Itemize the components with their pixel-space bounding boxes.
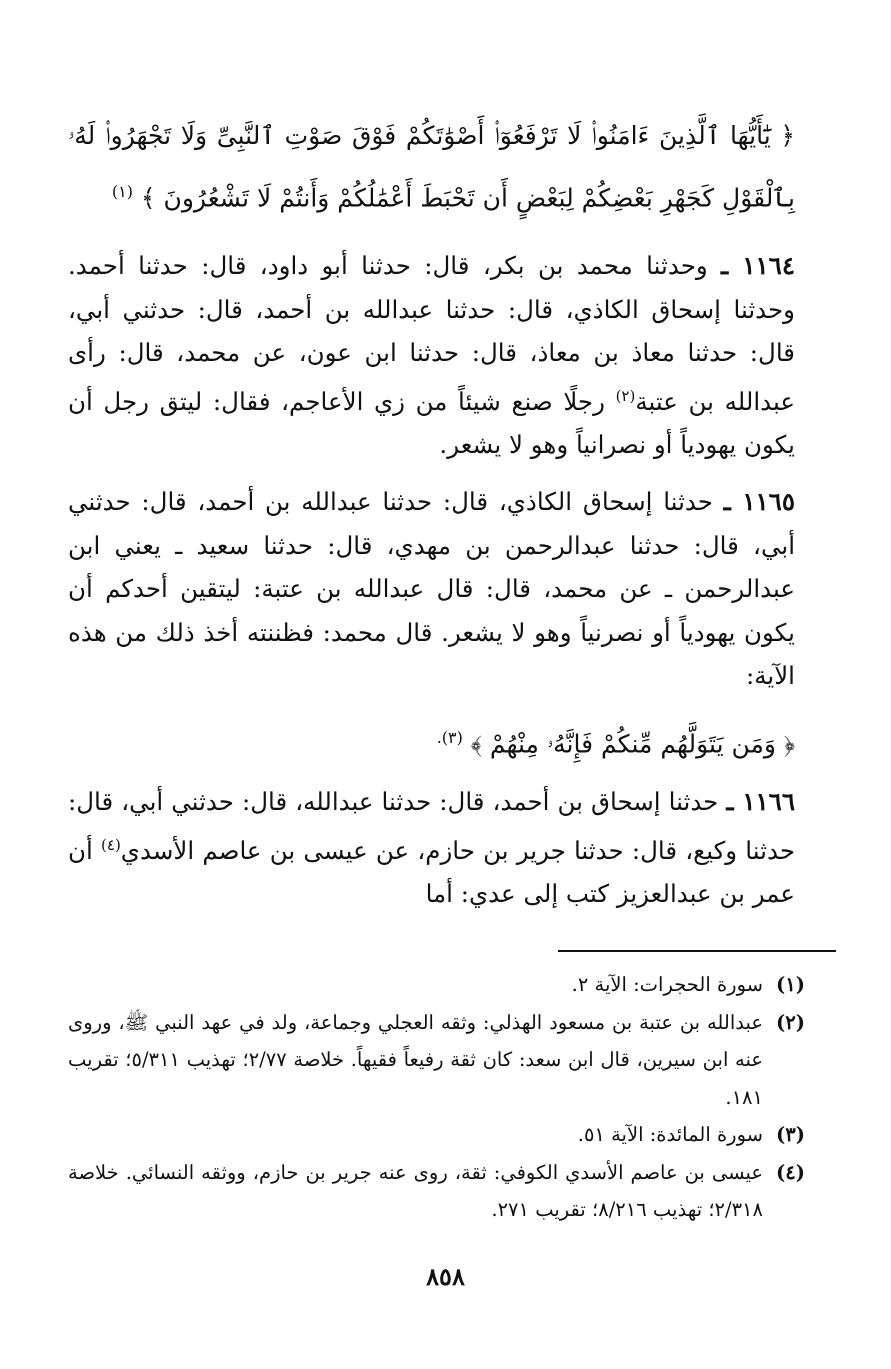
hadith-text-continued: أن عمر بن عبدالعزيز كتب إلى عدي: أما	[68, 835, 795, 909]
footnote-1	[68, 966, 805, 1004]
hadith-number: ١١٦٦ ـ	[726, 787, 795, 816]
quran-verse-text: ﴿ وَمَن يَتَوَلَّهُم مِّنكُمْ فَإِنَّهُۥ مِنْهُمْ ﴾	[470, 729, 795, 759]
hadith-text: حدثنا إسحاق بن أحمد، قال: حدثنا عبدالله، قال: حدثني أبي، قال: حدثنا وكيع، قال: حدثنا جرير بن حازم، عن عيسى بن عاصم الأسدي	[68, 787, 795, 865]
footnote-mark: (٢)	[776, 1010, 805, 1034]
hadith-text-continued: رجلًا صنع شيئاً من زي الأعاجم، فقال: ليتق رجل أن يكون يهودياً أو نصرانياً وهو لا يشعر.	[68, 386, 795, 460]
hadith-number: ١١٦٤ ـ	[721, 251, 795, 280]
book-page	[68, 0, 805, 1369]
quran-verse-hujurat	[68, 108, 795, 226]
hadith-number: ١١٦٥ ـ	[723, 487, 795, 516]
hadith-1164	[68, 244, 795, 467]
footnote-text: عبدالله بن عتبة بن مسعود الهذلي: وثقه العجلي وجماعة، ولد في عهد النبي ﷺ، وروى عنه ابن سيرين، قال ابن سعد: كان ثقة رفيعاً فقيهاً. خلاصة ٢/٧٧؛ تهذيب ٥/٣١١؛ تقريب ١٨١.	[68, 1010, 763, 1109]
footnote-text: سورة المائدة: الآية ٥١.	[577, 1123, 763, 1146]
footnote-mark: (٣)	[776, 1123, 805, 1146]
hadith-1165	[68, 480, 795, 698]
footnote-ref-1[interactable]: (١)	[111, 182, 133, 201]
hadith-text: وحدثنا محمد بن بكر، قال: حدثنا أبو داود، قال: حدثنا أحمد. وحدثنا إسحاق الكاذي، قال: حدثنا عبدالله بن أحمد، قال: حدثني أبي، قال: حدثنا معاذ بن معاذ، قال: حدثنا ابن عون، عن محمد، قال: رأى عبدالله بن عتبة	[68, 251, 796, 416]
footnote-2	[68, 1004, 805, 1117]
hadith-1166	[68, 780, 795, 916]
footnote-ref-4[interactable]: (٤)	[101, 835, 121, 854]
quran-verse-maidah	[68, 716, 795, 766]
page-number: ٨٥٨	[426, 1262, 465, 1291]
footnote-text: سورة الحجرات: الآية ٢.	[571, 973, 763, 996]
footnote-mark: (٤)	[776, 1160, 805, 1184]
hadith-text: حدثنا إسحاق الكاذي، قال: حدثنا عبدالله بن أحمد، قال: حدثني أبي، قال: حدثنا عبدالرحمن بن مهدي، قال: حدثنا سعيد ـ يعني ابن عبدالرحمن ـ عن محمد، قال: قال عبدالله بن عتبة: ليتقين أحدكم أن يكون يهودياً أو نصرنياً وهو لا يشعر. قال محمد: فظننته أخذ ذلك من هذه الآية:	[68, 487, 795, 690]
footnote-3	[68, 1116, 805, 1154]
footnote-mark: (١)	[776, 973, 805, 996]
footnote-4	[68, 1154, 805, 1229]
footnotes	[68, 966, 805, 1229]
footnote-text: عيسى بن عاصم الأسدي الكوفي: ثقة، روى عنه جرير بن حازم، ووثقه النسائي. خلاصة ٢/٣١٨؛ تهذيب ٨/٢١٦؛ تقريب ٢٧١.	[68, 1160, 763, 1221]
quran-verse-text: ﴿ يَٰٓأَيُّهَا ٱلَّذِينَ ءَامَنُوا۟ لَا تَرْفَعُوٓا۟ أَصْوَٰتَكُمْ فَوْقَ صَوْتِ ٱلنَّبِىِّ وَلَا تَجْهَرُوا۟ لَهُۥ بِٱلْقَوْلِ كَجَهْرِ بَعْضِكُمْ لِبَعْضٍ أَن تَحْبَطَ أَعْمَٰلُكُمْ وَأَنتُمْ لَا تَشْعُرُونَ ﴾	[68, 121, 795, 213]
footnote-ref-2[interactable]: (٢)	[615, 386, 636, 405]
footnote-divider	[558, 950, 836, 952]
footnote-ref-3[interactable]: (٣).	[436, 728, 463, 747]
